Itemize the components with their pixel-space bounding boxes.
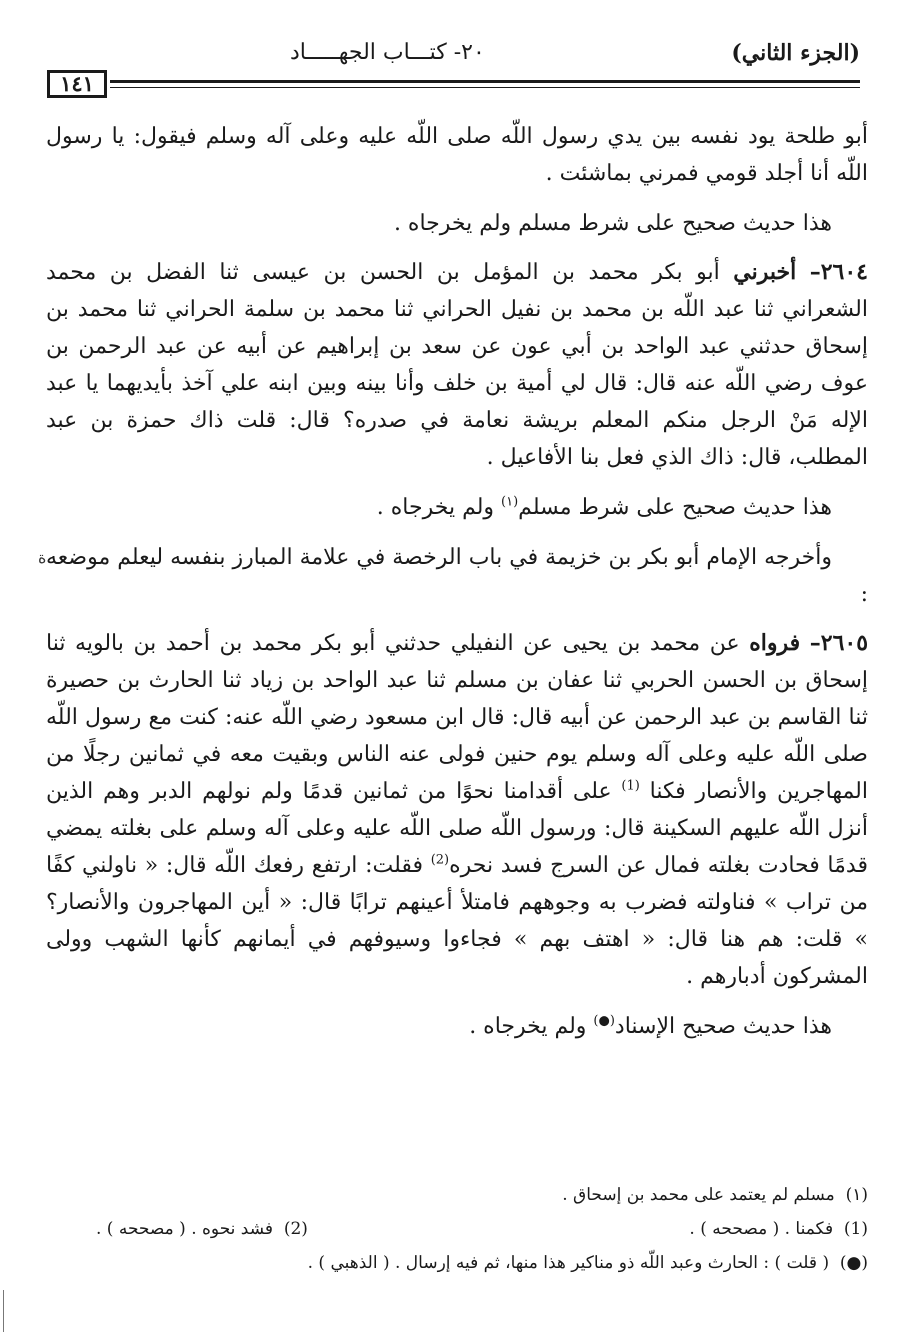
footnote-ref: (١) bbox=[501, 494, 519, 510]
main-text bbox=[46, 118, 868, 1045]
hadith-number: ٢٦٠٤– bbox=[809, 259, 868, 285]
margin-mark: ة bbox=[38, 548, 47, 567]
footnote-marker: (2) bbox=[283, 1219, 308, 1239]
footnote-row bbox=[46, 1212, 868, 1246]
header-rule-thin bbox=[110, 87, 860, 88]
hadith-text: على أقدامنا نحوًا من ثمانين قدمًا ولم نولهم الدبر وهم الذين أنزل اللّه عليهم السكينة قال: ورسول اللّه صلى اللّه عليه وعلى آله وسلم على بغلته يمضي قدمًا فحادت بغلته فمال عن السرج فسد نحره bbox=[46, 779, 868, 878]
paragraph-continuation: أبو طلحة يود نفسه بين يدي رسول اللّه صلى اللّه عليه وعلى آله وسلم فيقول: يا رسول اللّه أنا أجلد قومي فمرني بماشئت . bbox=[46, 124, 868, 186]
footnote-text: مسلم لم يعتمد على محمد بن إسحاق . bbox=[562, 1185, 835, 1205]
hadith-number: ٢٦٠٥– bbox=[809, 630, 869, 656]
footnote bbox=[689, 1212, 868, 1246]
footnotes bbox=[46, 1178, 868, 1280]
footnote-ref: (2) bbox=[430, 852, 450, 868]
footnote bbox=[562, 1178, 868, 1212]
hadith-2605 bbox=[46, 625, 868, 995]
page-number: ١٤١ bbox=[47, 70, 107, 98]
hadith-2604 bbox=[46, 254, 868, 476]
footnote bbox=[96, 1212, 308, 1246]
hadith-text: أبو بكر محمد بن المؤمل بن الحسن بن عيسى ثنا الفضل بن محمد الشعراني ثنا عبد اللّه بن محمد بن نفيل الحراني ثنا محمد بن سلمة الحراني ثنا محمد بن إسحاق حدثني عبد الواحد بن أبي عون عن سعد بن إبراهيم عن أبيه عن عبد الرحمن بن عوف رضي اللّه عنه قال: قال لي أمية بن خلف وأنا بينه وبين ابنه علي آخذ بأيديهما يا عبد الإله مَنْ الرجل منكم المعلم بريشة نعامة في صدره؟ قال: قلت ذاك حمزة بن عبد المطلب، قال: ذاك الذي فعل بنا الأفاعيل . bbox=[46, 260, 868, 470]
hadith-text: عن محمد بن يحيى عن النفيلي حدثني أبو بكر محمد بن أحمد بن بالويه ثنا إسحاق بن الحسن الحربي ثنا عفان بن مسلم ثنا عبد الواحد بن زياد ثنا الحارث بن حصيرة ثنا القاسم بن عبد الرحمن عن أبيه قال: قال ابن مسعود رضي اللّه عنه: كنت مع رسول اللّه صلى اللّه عليه وعلى آله وسلم يوم حنين فولى عنه الناس وبقيت معه في ثمانين رجلًا من المهاجرين والأنصار فكنا bbox=[46, 631, 868, 804]
transmission-note: وأخرجه الإمام أبو بكر بن خزيمة في باب الرخصة في علامة المبارز بنفسه ليعلم موضعه : bbox=[46, 545, 868, 607]
footnote-marker: (1) bbox=[843, 1219, 868, 1239]
hadith-lead-word: فرواه bbox=[749, 630, 801, 656]
verdict-text-end: ولم يخرجاه . bbox=[376, 495, 502, 520]
volume-title: (الجزء الثاني) bbox=[731, 40, 860, 66]
chapter-title: ٢٠- كتـــاب الجهـــــاد bbox=[290, 40, 485, 65]
hadith-lead-word: أخبرني bbox=[733, 259, 797, 285]
footnote-marker: (١) bbox=[845, 1185, 868, 1205]
footnote-ref: (1) bbox=[621, 778, 640, 794]
footnote-text: فشد نحوه . ( مصححه ) . bbox=[96, 1219, 274, 1239]
footnote-marker: (●) bbox=[839, 1253, 868, 1273]
header-rule-thick bbox=[110, 80, 860, 83]
footnote-text: ( قلت ) : الحارث وعبد اللّه ذو مناكير هذا منها، ثم فيه إرسال . ( الذهبي ) . bbox=[307, 1253, 830, 1273]
hadith-verdict bbox=[46, 1008, 868, 1045]
hadith-verdict: هذا حديث صحيح على شرط مسلم ولم يخرجاه . bbox=[393, 211, 832, 236]
hadith-verdict bbox=[46, 489, 868, 526]
running-header bbox=[60, 40, 860, 70]
scan-edge-line bbox=[3, 1290, 4, 1332]
footnote-row bbox=[46, 1178, 868, 1212]
verdict-text-end: ولم يخرجاه . bbox=[469, 1014, 594, 1039]
footnote-row bbox=[46, 1246, 868, 1280]
footnote-ref: (●) bbox=[593, 1013, 615, 1029]
footnote bbox=[308, 1246, 868, 1280]
verdict-text: هذا حديث صحيح الإسناد bbox=[614, 1014, 832, 1039]
verdict-text: هذا حديث صحيح على شرط مسلم bbox=[518, 495, 832, 520]
footnote-text: فكمنا . ( مصححه ) . bbox=[689, 1219, 834, 1239]
hadith-text: فقلت: ارتفع رفعك اللّه قال: « ناولني كفًا من تراب » فناولته فضرب به وجوههم فامتلأ أعينهم ترابًا قال: « أين المهاجرون والأنصار؟ » قلت: هم هنا قال: « اهتف بهم » فجاءوا وسيوفهم في أيمانهم كأنها الشهب وولى المشركون أدبارهم . bbox=[46, 853, 868, 989]
